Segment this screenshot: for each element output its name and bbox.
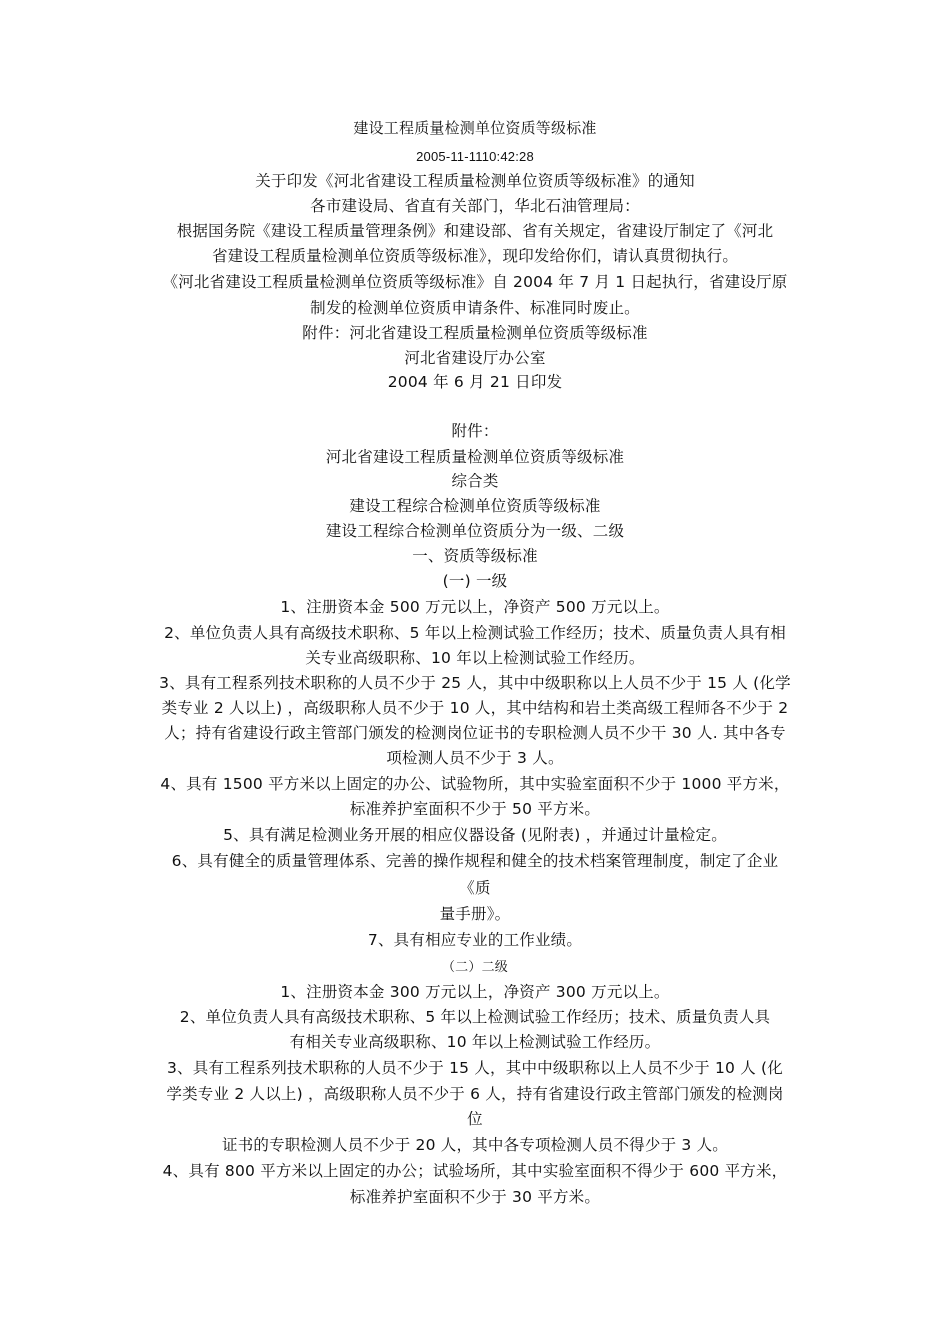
grade2-line: 1、注册资本金 300 万元以上，净资产 300 万元以上。 xyxy=(280,983,670,1001)
notice-issue-date: 2004 年 6 月 21 日印发 xyxy=(387,373,563,391)
grade2-line: 证书的专职检测人员不少于 20 人，其中各专项检测人员不得少于 3 人。 xyxy=(222,1136,728,1154)
grade1-line: 量手册》。 xyxy=(439,905,511,923)
publish-datetime: 2005-11-1110:42:28 xyxy=(416,149,534,164)
attachment-subtitle: 建设工程综合检测单位资质等级标准 xyxy=(349,497,601,515)
grade2-line: 标准养护室面积不少于 30 平方米。 xyxy=(349,1188,601,1206)
grade2-line: 有相关专业高级职称、10 年以上检测试验工作经历。 xyxy=(289,1033,661,1051)
notice-issuer: 河北省建设厅办公室 xyxy=(404,349,546,367)
grades-intro: 建设工程综合检测单位资质分为一级、二级 xyxy=(325,522,625,540)
section-heading: 一、资质等级标准 xyxy=(412,547,538,565)
grade1-line: 3、具有工程系列技术职称的人员不少于 25 人，其中中级职称以上人员不少于 15 人 (化学 xyxy=(159,674,791,692)
notice-body-line: 《河北省建设工程质量检测单位资质等级标准》自 2004 年 7 月 1 日起执行，省建设厅原 xyxy=(162,273,788,291)
attachment-label: 附件： xyxy=(451,422,499,440)
grade1-line: 人；持有省建设行政主管部门颁发的检测岗位证书的专职检测人员不少干 30 人. 其中各专 xyxy=(164,724,786,742)
notice-attachment-ref: 附件：河北省建设工程质量检测单位资质等级标准 xyxy=(302,324,648,342)
notice-body-line: 省建设工程质量检测单位资质等级标准》，现印发给你们，请认真贯彻执行。 xyxy=(211,247,739,265)
grade2-line: 2、单位负责人具有高级技术职称、5 年以上检测试验工作经历；技术、质量负责人具 xyxy=(179,1008,771,1026)
attachment-category: 综合类 xyxy=(451,472,499,490)
grade2-line: 4、具有 800 平方米以上固定的办公；试验场所，其中实验室面积不得少于 600 平方米， xyxy=(162,1162,788,1180)
notice-heading: 关于印发《河北省建设工程质量检测单位资质等级标准》的通知 xyxy=(255,172,695,190)
grade1-line: 1、注册资本金 500 万元以上，净资产 500 万元以上。 xyxy=(280,598,670,616)
grade2-line: 3、具有工程系列技术职称的人员不少于 15 人，其中中级职称以上人员不少于 10 人 (化 xyxy=(167,1059,783,1077)
notice-body-line: 根据国务院《建设工程质量管理条例》和建设部、省有关规定，省建设厅制定了《河北 xyxy=(176,222,774,240)
grade1-line: 6、具有健全的质量管理体系、完善的操作规程和健全的技术档案管理制度，制定了企业 xyxy=(171,852,779,870)
grade1-line: 类专业 2 人以上) ，高级职称人员不少于 10 人，其中结构和岩土类高级工程师各不少于 2 xyxy=(161,699,789,717)
grade1-line: 关专业高级职称、10 年以上检测试验工作经历。 xyxy=(305,649,645,667)
attachment-title: 河北省建设工程质量检测单位资质等级标准 xyxy=(325,448,625,466)
grade1-line: 5、具有满足检测业务开展的相应仪器设备 (见附表) ，并通过计量检定。 xyxy=(223,826,727,844)
grade1-line: 标准养护室面积不少于 50 平方米。 xyxy=(349,800,601,818)
grade1-line: 2、单位负责人具有高级技术职称、5 年以上检测试验工作经历；技术、质量负责人具有相 xyxy=(164,624,786,642)
document-title: 建设工程质量检测单位资质等级标准 xyxy=(353,119,597,137)
notice-body-line: 制发的检测单位资质申请条件、标准同时废止。 xyxy=(310,299,640,317)
notice-addressee: 各市建设局、省直有关部门，华北石油管理局： xyxy=(310,197,640,215)
grade1-line: 《质 xyxy=(459,879,491,897)
grade2-line: 位 xyxy=(467,1110,483,1128)
grade1-line: 4、具有 1500 平方米以上固定的办公、试验物所，其中实验室面积不少于 1000 平方米， xyxy=(160,775,790,793)
grade1-heading: (一) 一级 xyxy=(442,572,508,590)
grade1-line: 7、具有相应专业的工作业绩。 xyxy=(367,931,583,949)
grade2-heading: （二）二级 xyxy=(441,960,508,975)
grade2-line: 学类专业 2 人以上) ，高级职称人员不少于 6 人，持有省建设行政主管部门颁发的检测岗 xyxy=(166,1085,784,1103)
grade1-line: 项检测人员不少于 3 人。 xyxy=(386,749,564,767)
